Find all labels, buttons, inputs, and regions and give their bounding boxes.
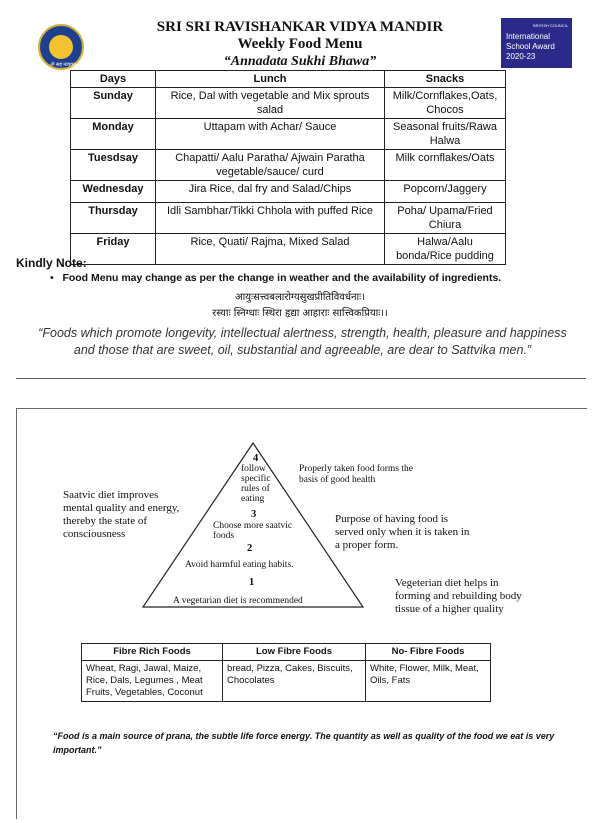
day-cell: Wednesday xyxy=(71,181,156,203)
snacks-cell: Poha/ Upama/Fried Chiura xyxy=(385,203,506,234)
snacks-cell: Milk/Cornflakes,Oats, Chocos xyxy=(385,88,506,119)
table-row xyxy=(71,203,506,234)
note-left: Saatvic diet improves mental quality and energy, thereby the state of consciousness xyxy=(63,489,180,540)
notes-heading: Kindly Note: xyxy=(16,256,87,270)
lunch-cell: Uttapam with Achar/ Sauce xyxy=(156,119,385,150)
page-divider xyxy=(16,378,586,379)
table-row xyxy=(71,181,506,203)
pyramid-level3-text: Choose more saatvic foods xyxy=(213,521,293,541)
table-row xyxy=(71,150,506,181)
table-row xyxy=(71,234,506,265)
pyramid-level4-text: follow specific rules of eating xyxy=(241,464,271,504)
fibre-rich-cell: Wheat, Ragi, Jawal, Maize, Rice, Dals, Legumes , Meat Fruits, Vegetables, Coconut xyxy=(82,661,223,702)
day-cell: Sunday xyxy=(71,88,156,119)
lunch-cell: Rice, Quati/ Rajma, Mixed Salad xyxy=(156,234,385,265)
award-badge xyxy=(501,18,572,68)
menu-table xyxy=(70,70,506,265)
sattvika-quote: “Foods which promote longevity, intellectual alertness, strength, health, pleasure and happiness and those that are sweet, oil, substantial and agreeable, are dear to Sattvika men.” xyxy=(38,326,567,357)
badge-corner: BRITISH COUNCIL xyxy=(533,23,568,28)
day-cell: Tuesdsay xyxy=(71,150,156,181)
badge-line1: International xyxy=(506,32,551,41)
badge-line2: School Award xyxy=(506,42,555,51)
snacks-cell: Popcorn/Jaggery xyxy=(385,181,506,203)
pyramid-level1-number: 1 xyxy=(249,577,255,588)
column-header-days: Days xyxy=(71,71,156,88)
table-header xyxy=(82,644,491,661)
note-mid-right: Purpose of having food is served only when it is taken in a proper form. xyxy=(335,513,470,551)
closing-quote: “Food is a main source of prana, the subtle life force energy. The quantity as well as quality of the food we eat is very important.” xyxy=(53,731,555,755)
lunch-cell: Jira Rice, dal fry and Salad/Chips xyxy=(156,181,385,203)
sanskrit-line-2: रस्याः स्निग्धाः स्थिरा हृद्या आहाराः सात्त्विकप्रियाः।। xyxy=(212,308,388,319)
snacks-cell: Halwa/Aalu bonda/Rice pudding xyxy=(385,234,506,265)
table-row xyxy=(71,88,506,119)
low-fibre-cell: bread, Pizza, Cakes, Biscuits, Chocolates xyxy=(223,661,366,702)
lunch-cell: Rice, Dal with vegetable and Mix sprouts salad xyxy=(156,88,385,119)
day-cell: Thursday xyxy=(71,203,156,234)
column-header-lunch: Lunch xyxy=(156,71,385,88)
lunch-cell: Idli Sambhar/Tikki Chhola with puffed Rice xyxy=(156,203,385,234)
column-header-no-fibre: No- Fibre Foods xyxy=(366,644,491,661)
column-header-fibre-rich: Fibre Rich Foods xyxy=(82,644,223,661)
school-name: SRI SRI RAVISHANKAR VIDYA MANDIR xyxy=(156,19,444,35)
snacks-cell: Milk cornflakes/Oats xyxy=(385,150,506,181)
pyramid-level4-number: 4 xyxy=(253,453,259,464)
snacks-cell: Seasonal fruits/Rawa Halwa xyxy=(385,119,506,150)
pyramid-level2-number: 2 xyxy=(247,543,253,554)
motto: “Annadata Sukhi Bhawa” xyxy=(223,54,377,69)
notes-bullet-text: Food Menu may change as per the change in weather and the availability of ingredients. xyxy=(62,272,502,284)
day-cell: Monday xyxy=(71,119,156,150)
lunch-cell: Chapatti/ Aalu Paratha/ Ajwain Paratha vegetable/sauce/ curd xyxy=(156,150,385,181)
pyramid-level3-number: 3 xyxy=(251,509,257,520)
sanskrit-line-1: आयुःसत्त्वबलारोग्यसुखप्रीतिविवर्धनाः। xyxy=(235,292,365,303)
badge-line3: 2020-23 xyxy=(506,52,536,61)
note-bottom-right: Vegeterian diet helps in forming and rebuilding body tissue of a higher quality xyxy=(395,577,522,615)
pyramid-level1-text: A vegetarian diet is recommended xyxy=(173,596,303,606)
table-row xyxy=(82,661,491,702)
pyramid-level2-text: Avoid harmful eating habits. xyxy=(185,560,294,570)
page-title: Weekly Food Menu xyxy=(237,36,363,52)
table-row xyxy=(71,119,506,150)
column-header-low-fibre: Low Fibre Foods xyxy=(223,644,366,661)
notes-bullet xyxy=(50,272,501,284)
column-header-snacks: Snacks xyxy=(385,71,506,88)
note-top-right: Properly taken food forms the basis of good health xyxy=(299,464,413,485)
table-header xyxy=(71,71,506,88)
no-fibre-cell: White, Flower, Milk, Meat, Oils, Fats xyxy=(366,661,491,702)
logo-text: ॐ सह नाववतु xyxy=(50,62,76,68)
menu-page xyxy=(0,0,600,380)
fibre-table xyxy=(81,643,491,702)
bullet-icon: • xyxy=(50,272,63,284)
diet-page xyxy=(16,408,587,819)
day-cell: Friday xyxy=(71,234,156,265)
